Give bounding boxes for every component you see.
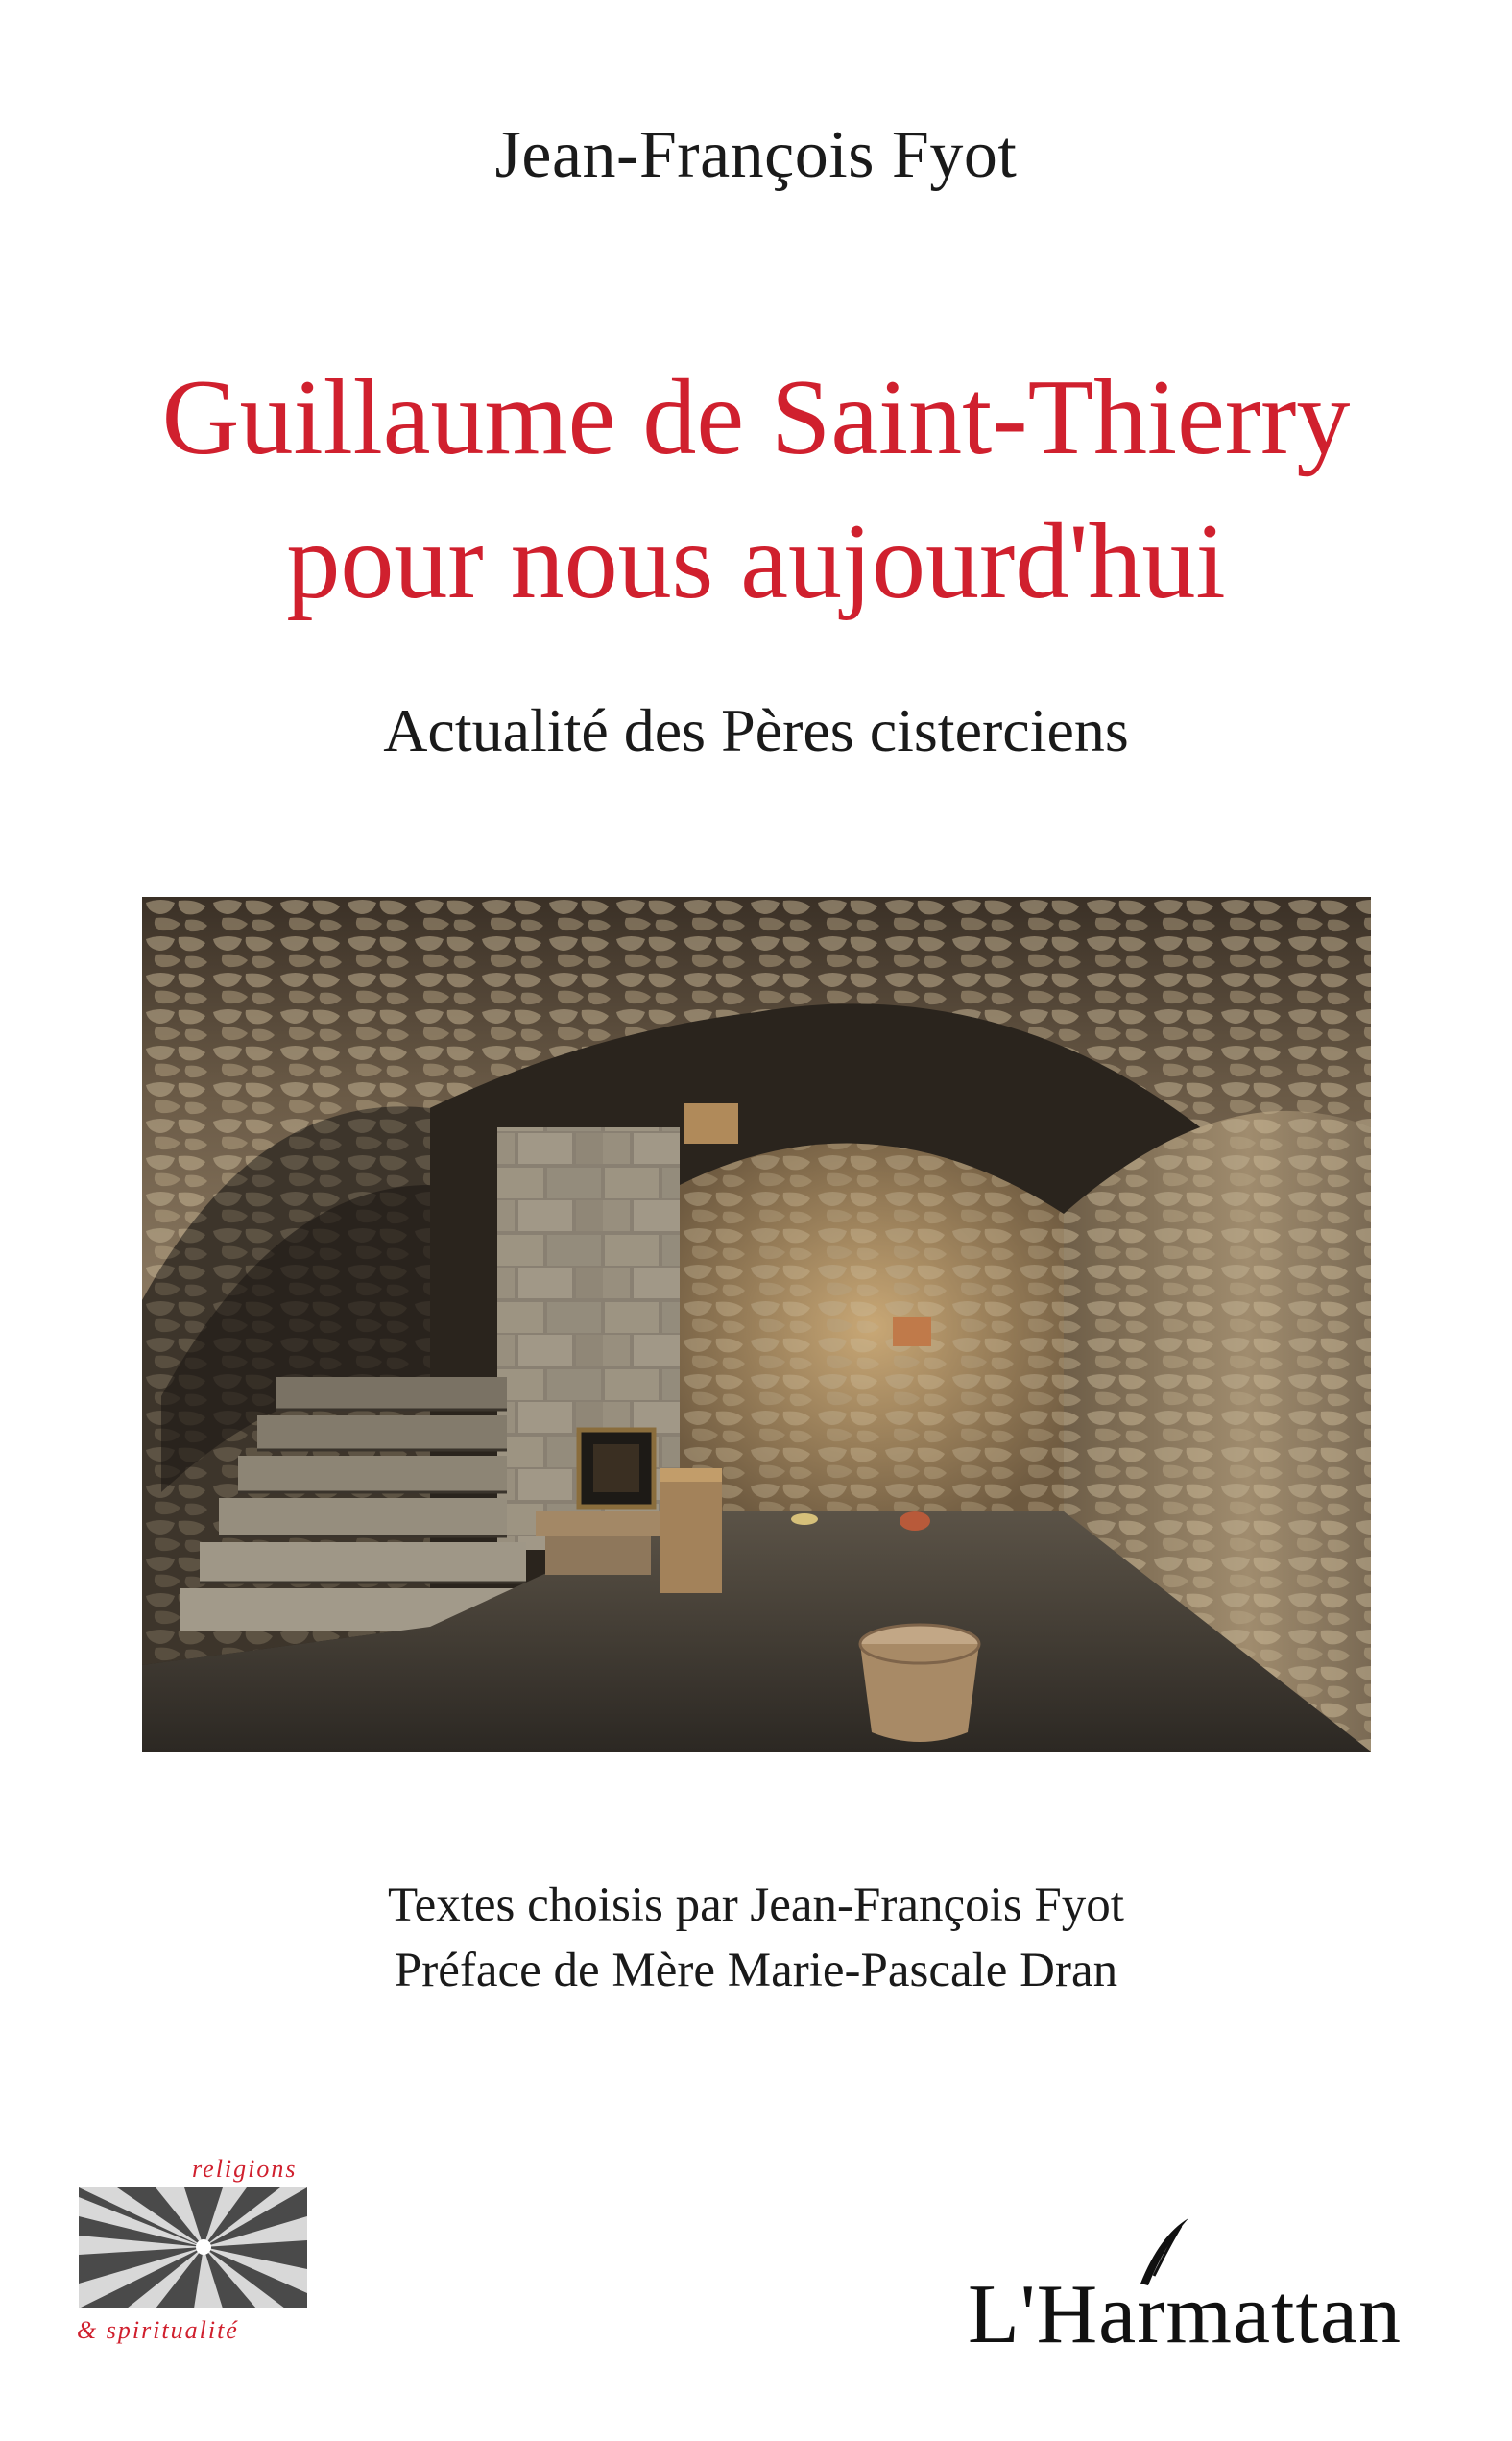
cover-photo-stone-crypt (142, 897, 1371, 1752)
series-starburst-icon (79, 2187, 307, 2308)
title-line-2: pour nous aujourd'hui (286, 502, 1226, 621)
credit-preface: Préface de Mère Marie-Pascale Dran (394, 1944, 1118, 1997)
publisher-logo (968, 2226, 1428, 2360)
quill-icon (1121, 2216, 1198, 2303)
series-label-bottom: & spiritualité (77, 2316, 239, 2344)
author-name: Jean-François Fyot (494, 118, 1018, 192)
title-line-1: Guillaume de Saint-Thierry (161, 358, 1351, 477)
book-subtitle: Actualité des Pères cisterciens (383, 696, 1129, 764)
credit-selection: Textes choisis par Jean-François Fyot (388, 1878, 1124, 1932)
credits (0, 1873, 1512, 2003)
series-logo (77, 2155, 317, 2347)
book-title (0, 346, 1512, 634)
series-label-top: religions (192, 2155, 298, 2183)
publisher-name: L'Harmattan (968, 2268, 1402, 2361)
